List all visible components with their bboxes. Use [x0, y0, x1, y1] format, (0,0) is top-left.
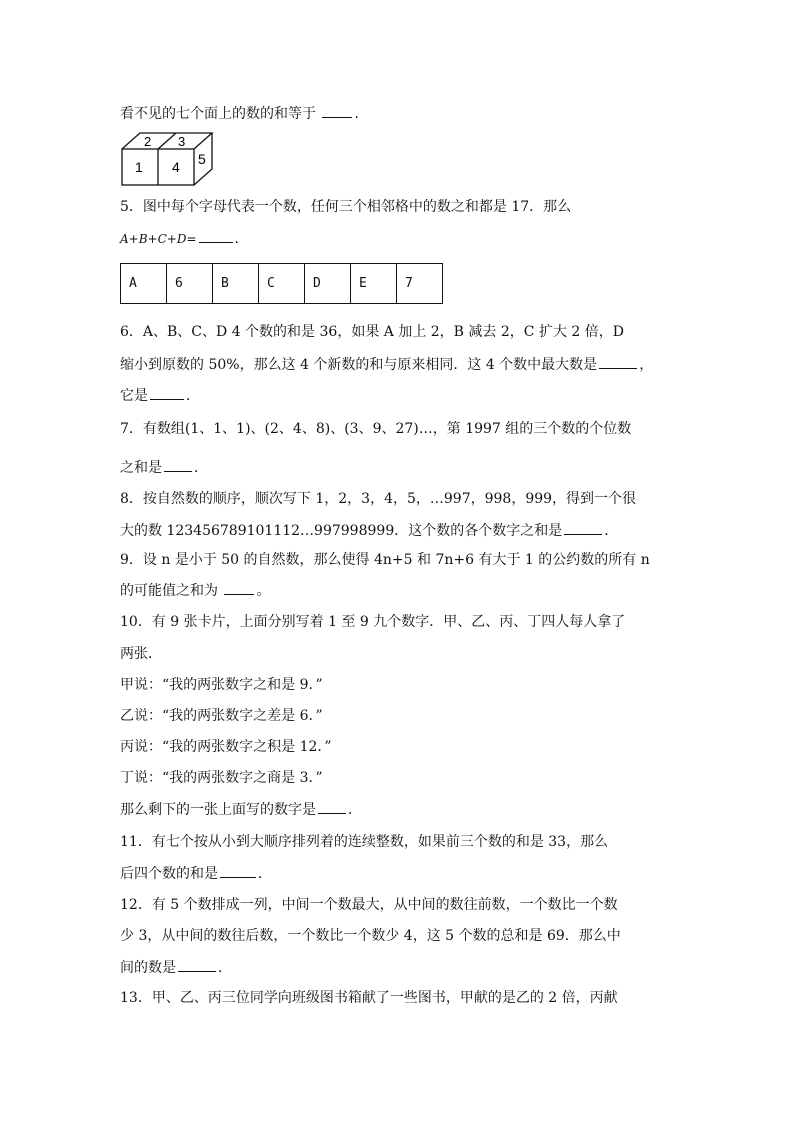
q5-line2: [120, 228, 249, 249]
answer-blank: [164, 457, 192, 472]
answer-blank: [322, 103, 352, 118]
q8-end: ．: [604, 523, 619, 539]
q7-line2: [120, 457, 208, 478]
q8-line2: [120, 520, 618, 541]
q11-end: ．: [258, 866, 272, 882]
q9-line2: [120, 580, 270, 601]
q12-line3: [120, 957, 232, 978]
cube-top-left: 2: [144, 134, 152, 149]
q12-end: ．: [218, 960, 232, 976]
grid-cell: B: [213, 264, 259, 304]
q10-end: ．: [348, 802, 362, 818]
answer-blank: [599, 354, 637, 369]
answer-blank: [220, 863, 256, 878]
q6-end: ．: [186, 388, 200, 404]
grid-cell: 6: [167, 264, 213, 304]
q5-end: ．: [234, 231, 249, 247]
q11-text: 后四个数的和是: [120, 866, 218, 882]
q6-line2: [120, 354, 653, 375]
q11-line1: 11．有七个按从小到大顺序排列着的连续整数，如果前三个数的和是 33，那么: [120, 834, 609, 850]
q10-line1: 10．有 9 张卡片，上面分别写着 1 至 9 九个数字．甲、乙、丙、丁四人每人拿了: [120, 614, 626, 630]
q6-text: 它是: [120, 388, 148, 404]
q6-text: 缩小到原数的 50%，那么这 4 个新数的和与原来相同．这 4 个数中最大数是: [120, 357, 598, 373]
q4-line: [120, 103, 359, 124]
q7-text: 之和是: [120, 460, 162, 476]
q10-last: [120, 799, 362, 820]
cube-top-right: 3: [178, 134, 186, 149]
cube-front-right: 4: [172, 159, 180, 175]
q9-text: 的可能值之和为: [120, 583, 223, 599]
q10-line2: 两张．: [120, 646, 162, 662]
q9-end: 。: [256, 583, 271, 599]
grid-cell: A: [121, 264, 167, 304]
q5-line1: 5．图中每个字母代表一个数，任何三个相邻格中的数之和都是 17．那么: [120, 199, 572, 215]
q6-end: ，: [639, 357, 654, 373]
q11-line2: [120, 863, 272, 884]
answer-blank: [564, 520, 602, 535]
q10-text: 那么剩下的一张上面写的数字是: [120, 802, 316, 818]
grid-cell: 7: [397, 264, 443, 304]
cube-side: 5: [198, 151, 206, 167]
cube-front-left: 1: [135, 159, 143, 175]
q4-text: 看不见的七个面上的数的和等于: [120, 106, 321, 122]
answer-blank: [224, 580, 254, 595]
q12-line1: 12．有 5 个数排成一列，中间一个数最大，从中间的数往前数，一个数比一个数: [120, 897, 618, 913]
answer-blank: [199, 228, 233, 243]
grid-cell: C: [259, 264, 305, 304]
letter-grid: [120, 263, 443, 304]
answer-blank: [178, 957, 216, 972]
grid-cell: D: [305, 264, 351, 304]
q7-end: ．: [194, 460, 208, 476]
q7-line1: 7．有数组(1、1、1)、(2、4、8)、(3、9、27)…，第 1997 组的三个数的个位数: [120, 421, 632, 437]
q5-equation: A+B+C+D=: [120, 232, 197, 246]
q8-line1: 8．按自然数的顺序，顺次写下 1，2，3，4，5，…997，998，999，得到一个很: [120, 491, 637, 507]
q10-bing: 丙说：“我的两张数字之积是 12．”: [120, 739, 332, 755]
q8-text: 大的数 123456789101112…997998999．这个数的各个数字之和是: [120, 523, 563, 539]
q13-line1: 13．甲、乙、丙三位同学向班级图书箱献了一些图书，甲献的是乙的 2 倍，丙献: [120, 990, 618, 1006]
q10-yi: 乙说：“我的两张数字之差是 6．”: [120, 708, 323, 724]
q10-ding: 丁说：“我的两张数字之商是 3．”: [120, 770, 323, 786]
q4-end: .: [354, 106, 359, 122]
q12-text: 间的数是: [120, 960, 176, 976]
q6-line3: [120, 385, 200, 406]
cube-figure: [118, 130, 218, 188]
answer-blank: [150, 385, 184, 400]
answer-blank: [318, 799, 346, 814]
q12-line2: 少 3，从中间的数往后数，一个数比一个数少 4，这 5 个数的总和是 69．那么中: [120, 928, 621, 944]
grid-cell: E: [351, 264, 397, 304]
q6-line1: 6．A、B、C、D 4 个数的和是 36，如果 A 加上 2，B 减去 2，C 扩大 2 倍，D: [120, 324, 624, 340]
q9-line1: 9．设 n 是小于 50 的自然数，那么使得 4n+5 和 7n+6 有大于 1 的公约数的所有 n: [120, 552, 650, 568]
q10-jia: 甲说：“我的两张数字之和是 9．”: [120, 677, 323, 693]
